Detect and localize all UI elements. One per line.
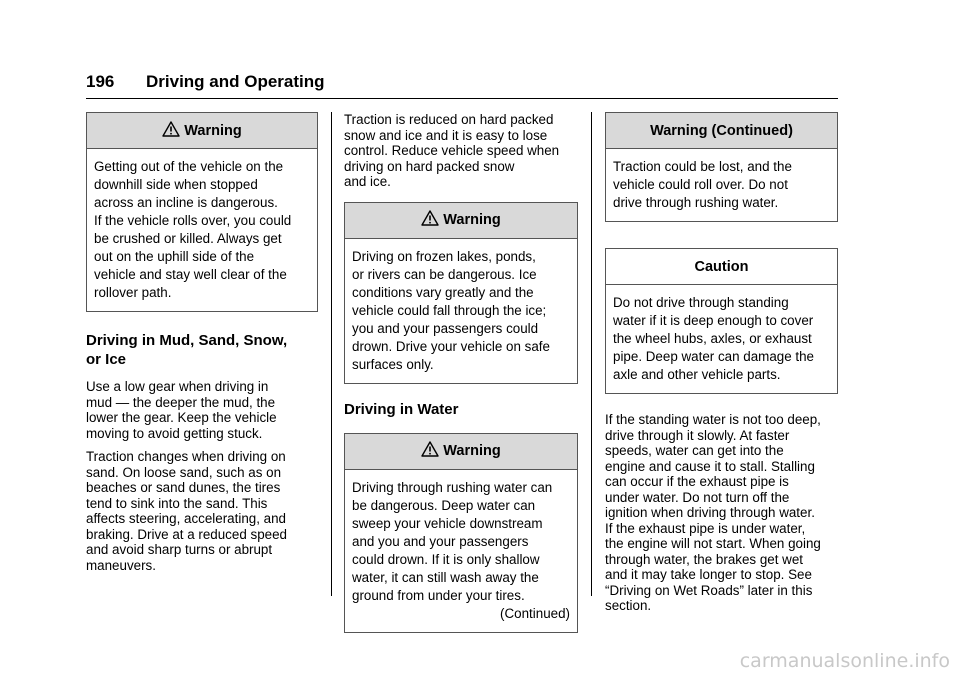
text-line: Traction changes when driving on [86,449,286,464]
warning-box-header [87,113,317,149]
text-line: engine and cause it to stall. Stalling [605,458,815,474]
text-line: If the exhaust pipe is under water, [605,520,806,536]
column-divider [331,112,332,596]
text-line: across an incline is dangerous. [94,195,278,210]
warning-box-body [87,149,317,311]
text-line: and avoid sharp turns or abrupt [86,542,273,557]
text-line: Driving on frozen lakes, ponds, [352,248,536,264]
column-divider [591,112,592,596]
text-line: sweep your vehicle downstream [352,515,543,531]
warning-box-body [345,239,577,383]
body-text [605,412,838,614]
text-line: Driving through rushing water can [352,479,553,495]
warning-triangle-icon [421,441,439,457]
text-line: water, it can still wash away the [352,569,539,585]
text-line: under water. Do not turn off the [605,489,790,505]
warning-box [86,112,318,312]
caution-box [605,248,838,394]
section-heading: Driving in Water [344,400,459,418]
text-line: maneuvers. [86,557,156,573]
text-line: rollover path. [94,285,172,300]
page-number: 196 [86,72,115,91]
body-text [86,379,318,573]
text-line: Do not drive through standing [613,295,789,310]
heading-line: Driving in Mud, Sand, Snow, [86,332,288,349]
text-line: you and your passengers could [352,320,539,336]
text-line: Getting out of the vehicle on the [94,159,284,174]
text-line: affects steering, accelerating, and [86,511,286,526]
text-line: Traction is reduced on hard packed [344,112,554,127]
warning-box [344,202,578,384]
warning-title: Warning [184,122,242,139]
text-line: ignition when driving through water. [605,505,815,520]
page-title: Driving and Operating [146,72,325,91]
watermark: carmanualsonline.info [739,650,950,672]
warning-box-body [345,470,577,632]
text-line: water if it is deep enough to cover [613,313,814,328]
warning-title: Warning (Continued) [650,122,793,139]
text-line: surfaces only. [352,356,434,372]
text-line: mud — the deeper the mud, the [86,394,276,410]
text-line: through water, the brakes get wet [605,551,804,567]
text-line: can occur if the exhaust pipe is [605,474,789,489]
warning-triangle-icon [162,121,180,137]
warning-title: Warning [443,443,501,459]
paragraph [86,449,318,573]
text-line: drown. Drive your vehicle on safe [352,338,550,354]
text-line: driving on hard packed snow [344,158,515,174]
text-line: the engine will not start. When going [605,536,821,551]
continued-label: (Continued) [500,605,570,621]
text-line: section. [605,598,652,613]
caution-box-header [606,249,837,285]
text-line: drive through it slowly. At faster [605,427,790,443]
text-line: tend to sink into the sand. This [86,495,268,511]
warning-box-header [606,113,837,149]
paragraph [605,412,838,614]
warning-box-header [345,203,577,239]
text-line: or rivers can be dangerous. Ice [352,266,537,282]
text-line: vehicle could roll over. Do not [613,177,788,192]
text-line: pipe. Deep water can damage the [613,349,814,364]
text-line: Use a low gear when driving in [86,379,269,394]
body-text [344,112,578,190]
text-line: could drown. If it is only shallow [352,551,540,567]
text-line: If the vehicle rolls over, you could [94,213,292,228]
warning-box-header [345,434,577,470]
text-line: be dangerous. Deep water can [352,497,536,513]
text-line: control. Reduce vehicle speed when [344,143,560,158]
warning-continued-box [605,112,838,222]
text-line: vehicle and stay well clear of the [94,267,287,282]
text-line: speeds, water can get into the [605,443,784,458]
text-line: and it may take longer to stop. See [605,567,812,582]
warning-box-body [606,149,837,221]
text-line: ground from under your tires. [352,587,525,603]
text-line: lower the gear. Keep the vehicle [86,410,277,425]
text-line: braking. Drive at a reduced speed [86,526,287,542]
text-line: beaches or sand dunes, the tires [86,480,281,495]
text-line: vehicle could fall through the ice; [352,302,547,318]
text-line: be crushed or killed. Always get [94,231,282,246]
text-line: snow and ice and it is easy to lose [344,127,548,143]
paragraph [344,112,578,190]
text-line: sand. On loose sand, such as on [86,464,282,480]
text-line: moving to avoid getting stuck. [86,425,263,441]
column-1 [86,112,318,581]
text-line: “Driving on Wet Roads” later in this [605,582,813,598]
warning-title: Warning [443,212,501,228]
section-heading [86,331,318,369]
text-line: Traction could be lost, and the [613,159,792,174]
warning-box [344,433,578,633]
warning-triangle-icon [421,210,439,226]
caution-title: Caution [694,258,749,275]
text-line: If the standing water is not too deep, [605,412,821,427]
page-header [86,72,838,99]
text-line: and ice. [344,174,391,189]
paragraph [86,379,318,441]
text-line: axle and other vehicle parts. [613,367,781,382]
column-3 [605,112,838,622]
text-line: downhill side when stopped [94,177,258,192]
heading-line: or Ice [86,351,127,368]
text-line: conditions vary greatly and the [352,284,534,300]
text-line: drive through rushing water. [613,195,779,210]
column-2 [344,112,578,633]
text-line: and you and your passengers [352,533,529,549]
caution-box-body [606,285,837,393]
text-line: the wheel hubs, axles, or exhaust [613,331,812,346]
text-line: out on the uphill side of the [94,249,255,264]
